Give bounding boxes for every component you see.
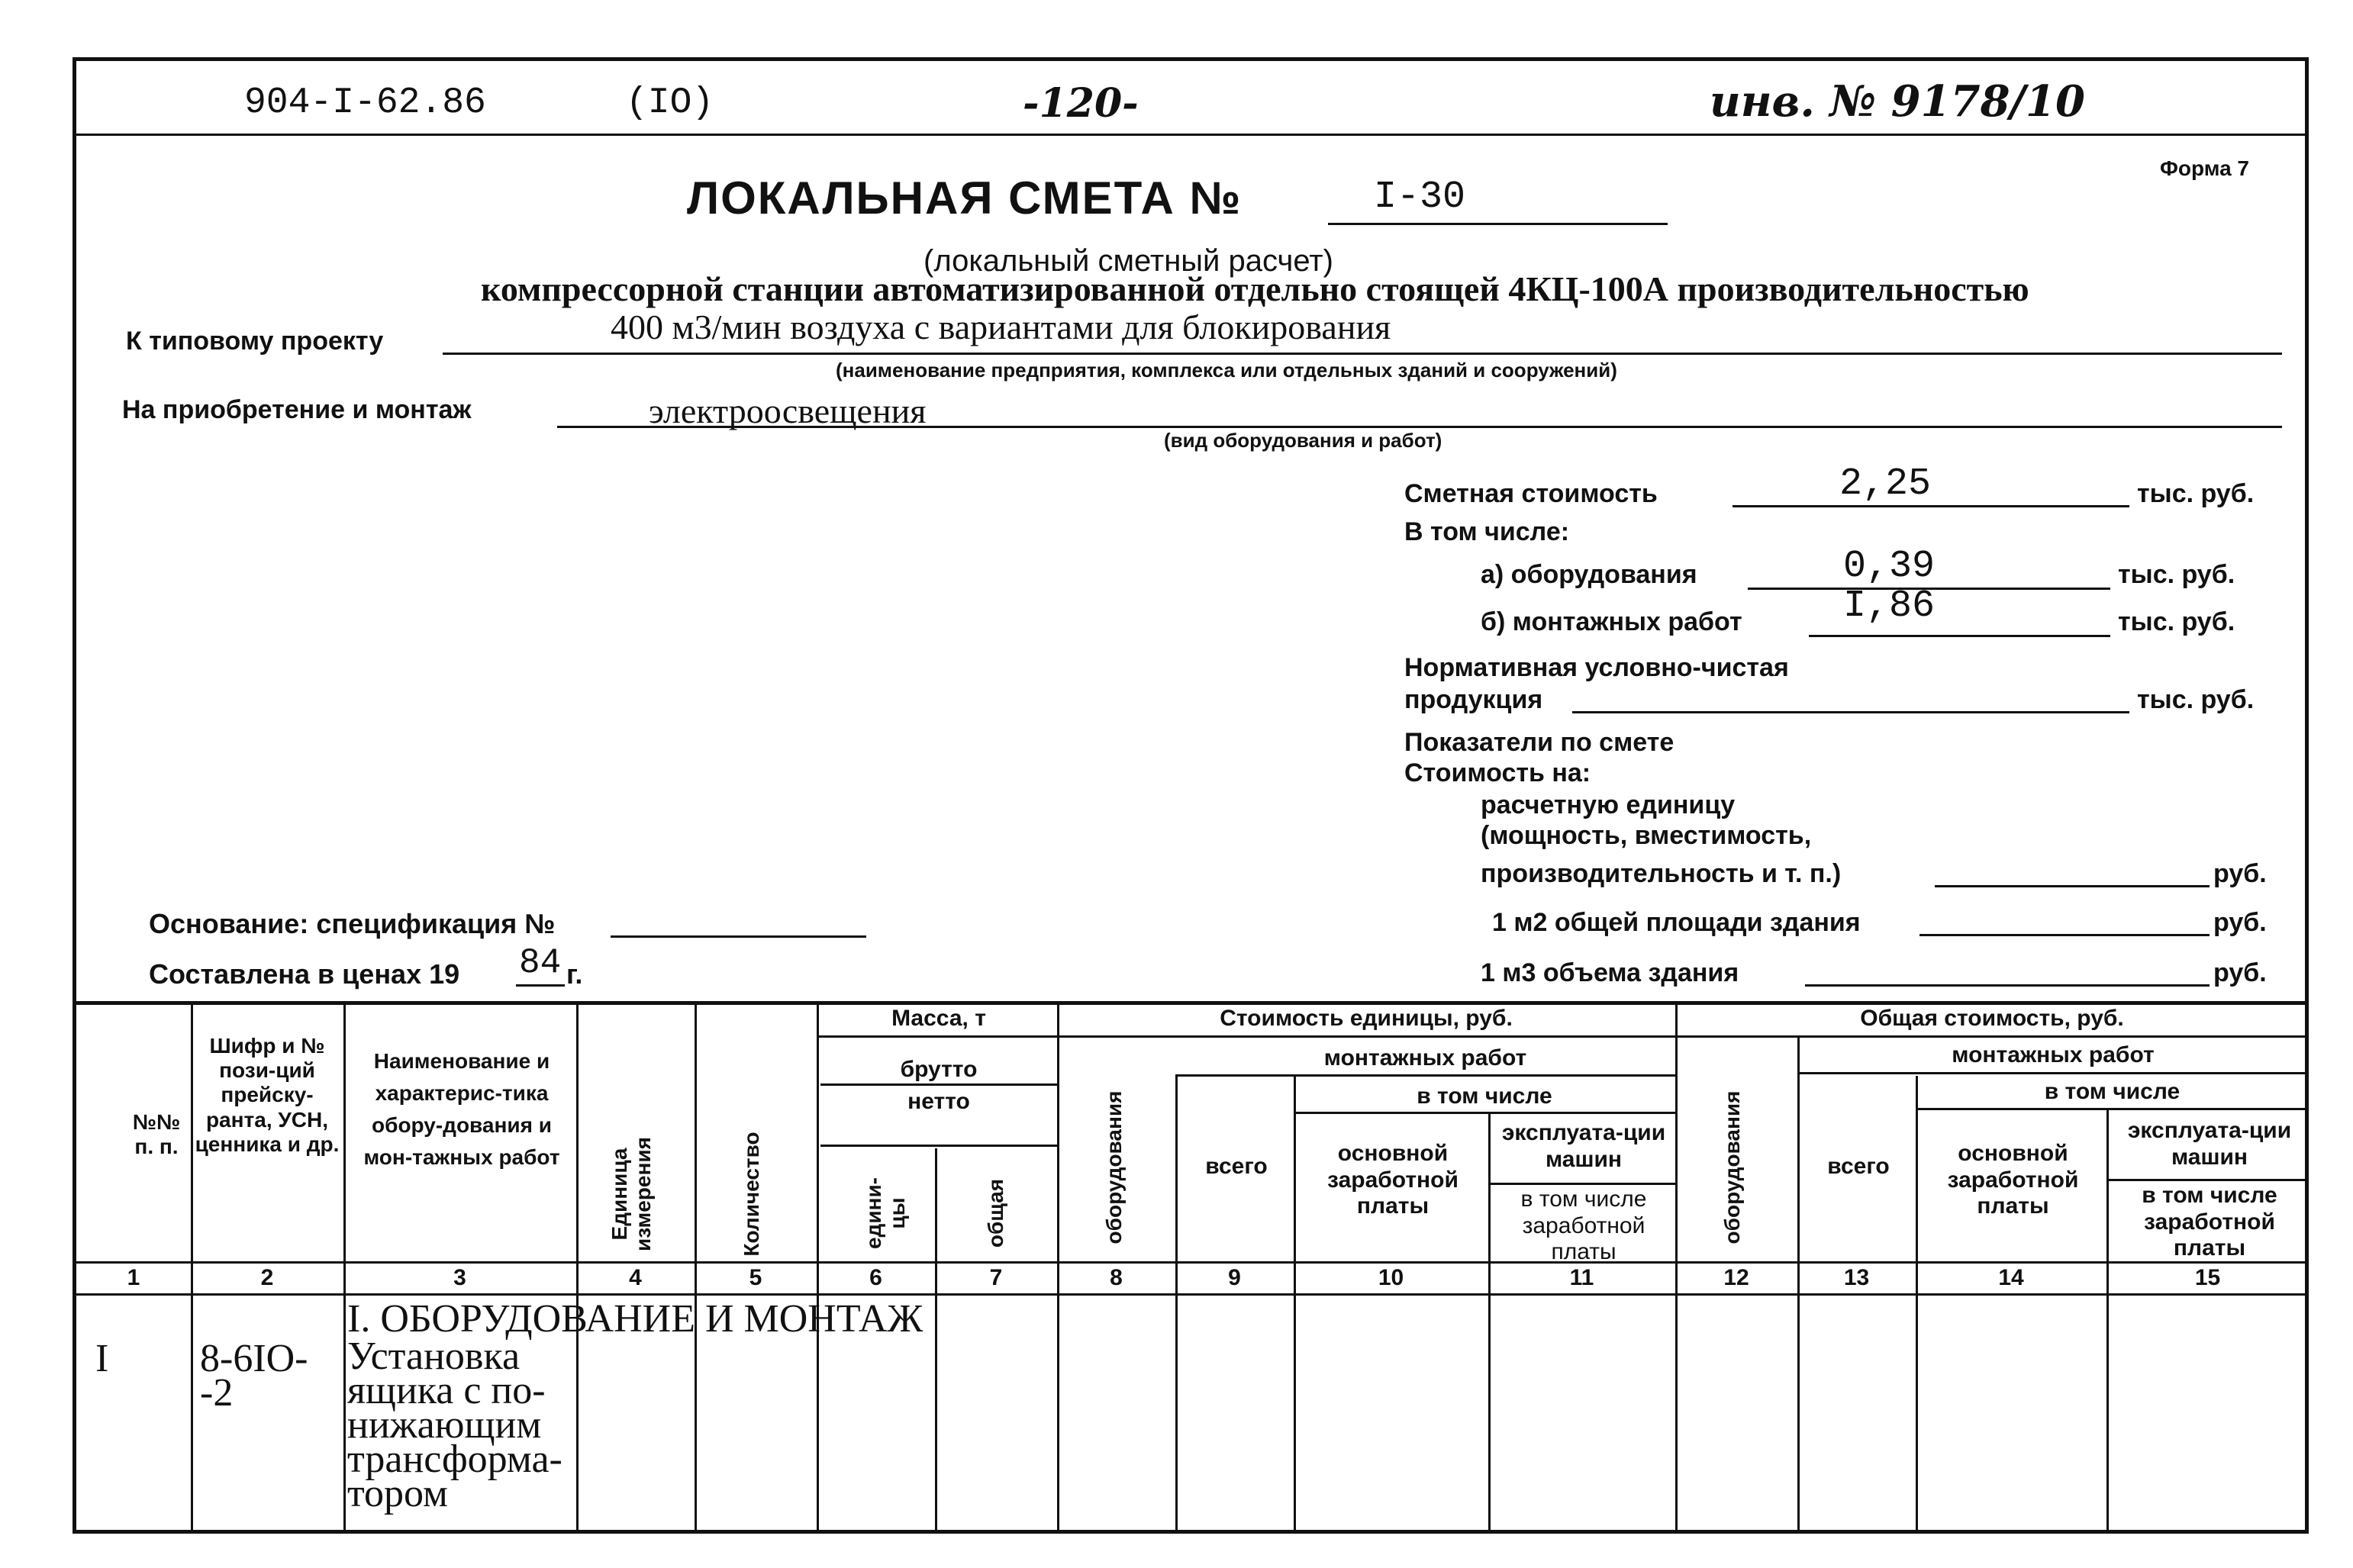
col-number: 1 xyxy=(127,1265,140,1290)
col-sep-9 xyxy=(1294,1076,1296,1534)
per-m3-label: 1 м3 объема здания xyxy=(1481,958,1739,987)
calc-unit-line3: производительность и т. п.) xyxy=(1481,859,1842,888)
mounting-cost-label: б) монтажных работ xyxy=(1481,607,1742,636)
col-number: 6 xyxy=(869,1265,882,1290)
col-header-netto: нетто xyxy=(907,1089,970,1114)
col-header-unit-machines-salary: в том числе заработной платы xyxy=(1520,1186,1647,1264)
col-header-unit-cost: Стоимость единицы, руб. xyxy=(1220,1006,1513,1031)
col-header-mass: Масса, т xyxy=(891,1006,986,1031)
project-line xyxy=(443,353,2282,355)
per-m3-line xyxy=(1805,984,2210,987)
row-code-line1: 8-6IO- xyxy=(200,1337,308,1380)
col-number: 8 xyxy=(1110,1265,1123,1290)
col-header-mass-unit: едини-цы xyxy=(862,1177,909,1250)
indicators-label: Показатели по смете xyxy=(1404,728,1674,757)
part-number: (IO) xyxy=(626,82,714,124)
col-header-unit-incl: в том числе xyxy=(1417,1083,1552,1109)
col-number: 11 xyxy=(1569,1265,1594,1290)
col-number: 7 xyxy=(989,1265,1003,1290)
mounting-cost-value: I,86 xyxy=(1843,584,1936,628)
estimate-number: I-30 xyxy=(1374,175,1466,219)
col-number: 15 xyxy=(2194,1265,2221,1290)
normative-unit: тыс. руб. xyxy=(2137,685,2255,714)
col-number: 5 xyxy=(749,1265,762,1290)
unit-mount-rule xyxy=(1175,1074,1675,1077)
cost-on-label: Стоимость на: xyxy=(1404,758,1591,787)
calc-unit-line2: (мощность, вместимость, xyxy=(1481,821,1812,850)
calc-unit-rub: руб. xyxy=(2213,859,2267,888)
unit-incl-rule xyxy=(1294,1112,1675,1114)
col-number: 10 xyxy=(1378,1265,1404,1290)
calc-unit-line xyxy=(1935,885,2210,887)
normative-label-line2: продукция xyxy=(1404,685,1543,714)
col-header-qty: Количество xyxy=(740,1132,763,1257)
unit-machines-rule xyxy=(1488,1183,1675,1185)
row-name-line4: трансформа- xyxy=(347,1438,562,1481)
col-sep-8 xyxy=(1175,1076,1178,1534)
row-name-line1: Установка xyxy=(347,1335,521,1378)
including-label: В том числе: xyxy=(1404,517,1570,546)
total-mount-rule xyxy=(1797,1072,2309,1074)
per-m3-rub: руб. xyxy=(2213,958,2267,987)
col-number: 9 xyxy=(1228,1265,1241,1290)
prices-year: 84 xyxy=(519,943,562,983)
page-number: -120- xyxy=(1023,80,1139,127)
col-number: 2 xyxy=(260,1265,274,1290)
equipment-cost-label: а) оборудования xyxy=(1481,560,1697,589)
col-header-unit-equipment: оборудования xyxy=(1102,1090,1126,1244)
total-incl-rule xyxy=(1916,1108,2309,1110)
project-name-line2: 400 м3/мин воздуха с вариантами для блокирования xyxy=(611,307,1391,346)
equipment-cost-value: 0,39 xyxy=(1843,545,1936,588)
form-label: Форма 7 xyxy=(2160,156,2250,180)
col-header-unit-mounting: монтажных работ xyxy=(1323,1045,1527,1071)
total-cost-value: 2,25 xyxy=(1839,462,1932,506)
col-header-total-equipment: оборудования xyxy=(1720,1090,1744,1244)
project-name-line1: компрессорной станции автоматизированной отдельно стоящей 4КЦ-100А производительностью xyxy=(481,269,2029,308)
normative-line xyxy=(1572,711,2129,713)
col-header-total-incl: в том числе xyxy=(2044,1079,2181,1104)
col-number: 13 xyxy=(1843,1265,1870,1290)
col-header-total-cost: Общая стоимость, руб. xyxy=(1860,1006,2124,1031)
calc-unit-line1: расчетную единицу xyxy=(1481,790,1736,819)
col-header-total-mounting: монтажных работ xyxy=(1952,1042,2155,1067)
col-header-total-all: всего xyxy=(1827,1154,1890,1179)
document-title: ЛОКАЛЬНАЯ СМЕТА № xyxy=(687,172,1243,224)
document-subtitle: (локальный сметный расчет) xyxy=(923,244,1333,278)
col-number: 3 xyxy=(453,1265,466,1290)
header-divider xyxy=(73,134,2309,136)
section-heading: I. ОБОРУДОВАНИЕ И МОНТАЖ xyxy=(347,1297,923,1341)
col-header-total-machines-salary: в том числе заработной платы xyxy=(2142,1183,2277,1261)
acquisition-value: электроосвещения xyxy=(649,391,927,430)
row-number: I xyxy=(95,1337,109,1380)
project-caption: (наименование предприятия, комплекса или отдельных зданий и сооружений) xyxy=(836,359,1617,382)
mass-cost-rule xyxy=(817,1035,2309,1038)
col-header-code: Шифр и № пози-ций прейску-ранта, УСН, ценника и др. xyxy=(195,1034,340,1156)
prices-label: Составлена в ценах 19 xyxy=(149,958,460,990)
netto-rule xyxy=(820,1145,1057,1147)
col-header-total-machines: эксплуата-ции машин xyxy=(2127,1118,2292,1170)
brutto-rule xyxy=(820,1083,1057,1086)
project-label: К типовому проекту xyxy=(126,327,384,356)
total-cost-label: Сметная стоимость xyxy=(1404,479,1658,508)
col-header-name: Наименование и характерис-тика обору-дования и мон-тажных работ xyxy=(363,1049,560,1169)
mounting-cost-line xyxy=(1809,635,2110,637)
col-header-brutto: брутто xyxy=(900,1057,978,1082)
col-number: 14 xyxy=(1998,1265,2024,1290)
equipment-cost-unit: тыс. руб. xyxy=(2118,560,2235,589)
row-name-line2: ящика с по- xyxy=(347,1369,546,1412)
header-bottom-rule xyxy=(73,1261,2309,1264)
basis-line xyxy=(611,935,866,938)
col-header-unit-all: всего xyxy=(1205,1154,1268,1179)
total-cost-unit: тыс. руб. xyxy=(2137,479,2255,508)
row-code-line2: -2 xyxy=(200,1371,234,1415)
acquisition-caption: (вид оборудования и работ) xyxy=(1164,429,1442,452)
col-header-no: №№ п. п. xyxy=(132,1110,181,1159)
col-header-total-salary: основной заработной платы xyxy=(1947,1141,2079,1219)
table-top-border xyxy=(73,1001,2309,1005)
col-number: 4 xyxy=(629,1265,642,1290)
col-sep-10 xyxy=(1488,1114,1491,1534)
per-m2-label: 1 м2 общей площади здания xyxy=(1492,908,1861,937)
total-cost-line xyxy=(1733,505,2129,507)
row-name-line5: тором xyxy=(347,1472,448,1515)
col-header-unit-machines: эксплуата-ции машин xyxy=(1501,1120,1666,1172)
inventory-number: инв. № 9178/10 xyxy=(1710,76,2085,127)
per-m2-rub: руб. xyxy=(2213,908,2267,937)
prices-suffix: г. xyxy=(566,958,583,990)
prices-year-line xyxy=(516,984,565,987)
normative-label-line1: Нормативная условно-чистая xyxy=(1404,653,1789,682)
basis-label: Основание: спецификация № xyxy=(149,908,556,939)
col-header-unit: Единица измерения xyxy=(608,1137,655,1251)
row-name-line3: нижающим xyxy=(347,1403,542,1447)
acquisition-line xyxy=(557,426,2282,428)
acquisition-label: На приобретение и монтаж xyxy=(122,395,472,424)
total-machines-rule xyxy=(2106,1179,2309,1181)
col-header-unit-salary: основной заработной платы xyxy=(1327,1141,1459,1219)
numbers-bottom-rule xyxy=(73,1293,2309,1296)
title-number-line xyxy=(1328,223,1668,225)
col-header-mass-total: общая xyxy=(984,1178,1007,1248)
mounting-cost-unit: тыс. руб. xyxy=(2118,607,2235,636)
project-number: 904-I-62.86 xyxy=(244,82,486,124)
per-m2-line xyxy=(1919,934,2210,936)
col-sep-14 xyxy=(2106,1110,2109,1534)
col-number: 12 xyxy=(1723,1265,1749,1290)
col-sep-13 xyxy=(1916,1076,1918,1534)
col-sep-6 xyxy=(935,1148,937,1534)
